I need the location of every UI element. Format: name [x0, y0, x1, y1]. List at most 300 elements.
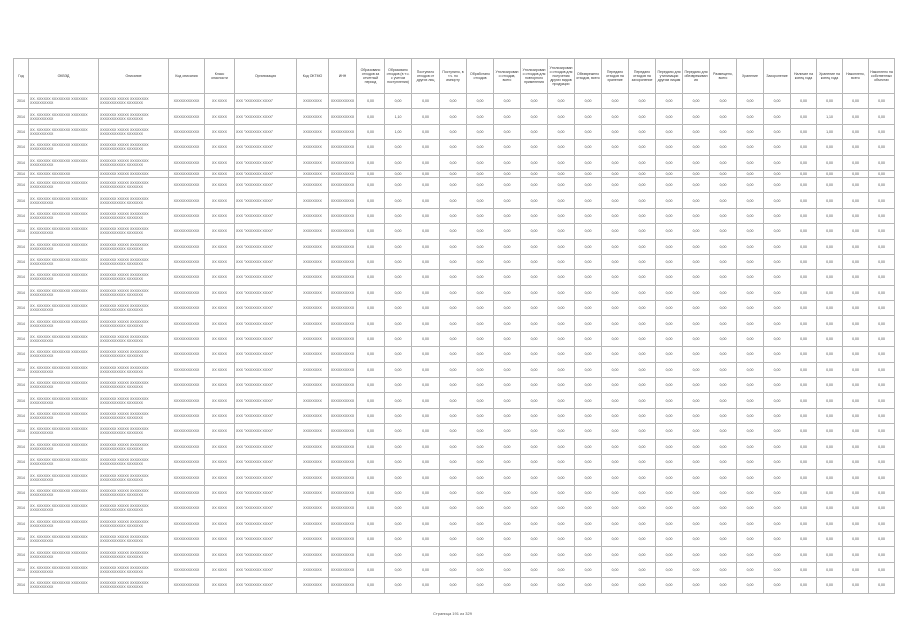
table-cell: 0,00 [467, 155, 494, 170]
table-cell: ХХХ "ХХХХХХХ ХХХХ" [235, 177, 297, 192]
table-cell: ХХХХХХХХХХХ [169, 331, 205, 346]
table-cell: 0,00 [357, 424, 385, 439]
table-cell: ХХХХХХХ ХХХХХ ХХХХХХХХ ХХХХХХХХХХХ ХХХХХХХ [99, 331, 169, 346]
table-cell: 0,00 [629, 347, 656, 362]
column-header: Накоплено на собственных объектах [869, 59, 895, 94]
table-cell: 0,00 [494, 224, 521, 239]
table-cell: 0,00 [843, 362, 869, 377]
table-cell: 0,00 [521, 439, 548, 454]
table-cell: 0,00 [494, 208, 521, 223]
table-cell: 0,00 [575, 578, 602, 593]
table-cell: 0,00 [869, 94, 895, 109]
table-cell: 2014 [14, 224, 29, 239]
table-cell: 0,00 [656, 109, 683, 124]
table-cell: ХХХХХХХХХХ [329, 578, 357, 593]
table-cell: 0,00 [575, 362, 602, 377]
table-cell: ХХХХХХХ ХХХХХ ХХХХХХХХ ХХХХХХХХХХХ ХХХХХХХ [99, 301, 169, 316]
table-cell: 0,00 [575, 454, 602, 469]
table-cell: 0,00 [440, 177, 467, 192]
table-cell: 0,00 [629, 155, 656, 170]
table-cell: 0,00 [764, 531, 791, 546]
table-cell: 2014 [14, 239, 29, 254]
table-cell: ХХ ХХХХ [205, 331, 235, 346]
table-cell: 0,00 [764, 547, 791, 562]
table-cell: 0,00 [737, 270, 764, 285]
table-cell: 0,00 [494, 470, 521, 485]
table-cell: 2014 [14, 516, 29, 531]
table-cell: 0,00 [548, 393, 575, 408]
table-cell: ХХХХХХХХХХ [329, 454, 357, 469]
column-header: Код ОКТМО [297, 59, 329, 94]
table-cell: 0,00 [764, 270, 791, 285]
table-cell: 0,00 [575, 177, 602, 192]
table-cell: 0,00 [467, 470, 494, 485]
table-cell: 0,00 [843, 170, 869, 177]
table-cell: 0,00 [737, 124, 764, 139]
table-cell: 0,00 [710, 331, 737, 346]
table-cell: 0,00 [869, 109, 895, 124]
table-cell: ХХХХХХХХХХХ [169, 531, 205, 546]
table-cell: 0,00 [791, 531, 817, 546]
table-cell: 0,00 [385, 94, 412, 109]
table-cell: ХХ. ХХХХХХ ХХХХХХХХ ХХХХХХХ ХХХХХХХХХХ [29, 531, 99, 546]
table-cell: 0,00 [575, 408, 602, 423]
table-cell: 0,00 [548, 531, 575, 546]
table-cell: 0,00 [629, 531, 656, 546]
table-cell: ХХХХХХХ ХХХХХ ХХХХХХХХ ХХХХХХХХХХХ ХХХХХХХ [99, 424, 169, 439]
table-cell: 0,00 [440, 501, 467, 516]
table-cell: 0,00 [440, 362, 467, 377]
table-cell: 0,00 [602, 393, 629, 408]
table-cell: 0,00 [764, 193, 791, 208]
table-cell: 2014 [14, 501, 29, 516]
table-cell: 0,00 [357, 408, 385, 423]
table-cell: 0,00 [629, 254, 656, 269]
table-cell: ХХХХХХХХХХ [329, 170, 357, 177]
table-cell: ХХ. ХХХХХХ ХХХХХХХХ ХХХХХХХ ХХХХХХХХХХ [29, 516, 99, 531]
table-cell: 0,00 [629, 316, 656, 331]
table-cell: 0,00 [629, 109, 656, 124]
table-row [14, 378, 895, 393]
table-cell: ХХХ "ХХХХХХХ ХХХХ" [235, 562, 297, 577]
table-cell: ХХ. ХХХХХХ ХХХХХХХХ ХХХХХХХ ХХХХХХХХХХ [29, 224, 99, 239]
table-cell: 0,00 [467, 378, 494, 393]
column-header: Описание [99, 59, 169, 94]
table-cell: 0,00 [710, 501, 737, 516]
table-cell: 0,00 [357, 239, 385, 254]
table-cell: 0,00 [764, 408, 791, 423]
table-cell: ХХХХХХХ ХХХХХ ХХХХХХХХ ХХХХХХХХХХХ ХХХХХХХ [99, 224, 169, 239]
table-cell: 0,00 [602, 109, 629, 124]
table-cell: 0,00 [467, 239, 494, 254]
table-cell: 0,00 [683, 170, 710, 177]
table-cell: 0,00 [575, 170, 602, 177]
table-cell: 0,00 [385, 378, 412, 393]
table-cell: ХХХХХХХХХХХ [169, 485, 205, 500]
table-cell: 0,00 [494, 439, 521, 454]
table-cell: 2014 [14, 331, 29, 346]
table-cell: 0,00 [791, 177, 817, 192]
table-cell: ХХ ХХХХ [205, 285, 235, 300]
table-cell: 0,00 [494, 270, 521, 285]
table-cell: ХХХХХХХХ [297, 378, 329, 393]
table-cell: 0,00 [521, 362, 548, 377]
table-cell: 0,00 [764, 424, 791, 439]
table-cell: ХХХХХХХХХХХ [169, 562, 205, 577]
table-cell: ХХХ "ХХХХХХХ ХХХХ" [235, 208, 297, 223]
table-cell: 0,00 [521, 94, 548, 109]
table-cell: ХХХХХХХХХХХ [169, 254, 205, 269]
table-cell: 0,00 [737, 331, 764, 346]
table-cell: ХХХХХХХХХХХ [169, 454, 205, 469]
table-cell: 0,00 [817, 378, 843, 393]
table-cell: ХХХХХХХХ [297, 331, 329, 346]
table-cell: ХХХХХХХ ХХХХХ ХХХХХХХХ ХХХХХХХХХХХ ХХХХХХХ [99, 516, 169, 531]
table-cell: 0,00 [764, 208, 791, 223]
table-cell: 0,00 [791, 270, 817, 285]
table-cell: 0,00 [548, 316, 575, 331]
table-cell: ХХХ "ХХХХХХХ ХХХХ" [235, 124, 297, 139]
table-cell: ХХХХХХХХ [297, 177, 329, 192]
table-cell: 0,00 [869, 177, 895, 192]
table-cell: 0,00 [467, 547, 494, 562]
table-cell: 0,00 [494, 177, 521, 192]
table-cell: 0,00 [683, 516, 710, 531]
table-cell: 2014 [14, 408, 29, 423]
table-cell: ХХ. ХХХХХХ ХХХХХХХХ ХХХХХХХ ХХХХХХХХХХ [29, 547, 99, 562]
table-cell: 0,00 [548, 170, 575, 177]
table-cell: ХХ ХХХХ [205, 270, 235, 285]
table-cell: 0,00 [710, 109, 737, 124]
table-cell: 0,00 [843, 331, 869, 346]
table-cell: ХХ. ХХХХХХ ХХХХХХХХ ХХХХХХХ ХХХХХХХХХХ [29, 485, 99, 500]
table-cell: 0,00 [494, 516, 521, 531]
table-cell: 0,00 [791, 285, 817, 300]
column-header: Организация [235, 59, 297, 94]
table-cell: 0,00 [440, 170, 467, 177]
table-cell: 0,00 [764, 562, 791, 577]
table-cell: 0,00 [467, 439, 494, 454]
table-cell: 0,00 [467, 562, 494, 577]
table-cell: 0,00 [656, 124, 683, 139]
table-cell: 0,00 [764, 485, 791, 500]
table-cell: ХХХХХХХХ [297, 547, 329, 562]
table-cell: 0,00 [467, 124, 494, 139]
page-footer: Страница 191 из 329 [433, 611, 472, 616]
table-cell: 0,00 [737, 378, 764, 393]
table-cell: 0,00 [843, 239, 869, 254]
table-cell: 0,00 [467, 208, 494, 223]
table-cell: 0,00 [385, 347, 412, 362]
table-cell: 0,00 [843, 270, 869, 285]
table-cell: 0,00 [548, 501, 575, 516]
table-cell: 0,00 [683, 239, 710, 254]
table-cell: 2014 [14, 94, 29, 109]
table-cell: ХХ ХХХХ [205, 547, 235, 562]
table-cell: ХХХХХХХ ХХХХХ ХХХХХХХХ ХХХХХХХХХХХ ХХХХХХХ [99, 270, 169, 285]
table-cell: 0,00 [521, 109, 548, 124]
table-cell: 0,00 [548, 155, 575, 170]
table-cell: 0,00 [467, 316, 494, 331]
table-cell: 0,00 [521, 578, 548, 593]
table-cell: 0,00 [710, 254, 737, 269]
table-cell: 0,00 [737, 547, 764, 562]
table-cell: 0,00 [710, 547, 737, 562]
table-cell: 2014 [14, 170, 29, 177]
table-cell: 0,00 [412, 177, 440, 192]
table-cell: ХХХХХХХХХХ [329, 408, 357, 423]
table-cell: 0,00 [791, 140, 817, 155]
table-cell: 0,00 [817, 531, 843, 546]
table-cell: 0,00 [521, 124, 548, 139]
table-cell: 0,00 [575, 347, 602, 362]
table-cell: 0,00 [737, 316, 764, 331]
table-cell: 0,00 [385, 177, 412, 192]
table-cell: 0,00 [683, 578, 710, 593]
table-cell: 0,00 [440, 224, 467, 239]
table-cell: 0,00 [440, 94, 467, 109]
table-cell: 0,00 [385, 239, 412, 254]
table-row [14, 285, 895, 300]
table-cell: 0,00 [656, 177, 683, 192]
table-cell: 0,00 [656, 362, 683, 377]
table-cell: 0,00 [412, 285, 440, 300]
table-cell: 0,00 [548, 347, 575, 362]
column-header: Утилизировано отходов, всего [494, 59, 521, 94]
table-cell: 0,00 [494, 316, 521, 331]
table-cell: 0,00 [575, 239, 602, 254]
table-cell: 0,00 [683, 224, 710, 239]
table-cell: 0,00 [575, 470, 602, 485]
table-cell: 0,00 [817, 94, 843, 109]
table-cell: ХХ. ХХХХХХ ХХХХХХХХ ХХХХХХХ ХХХХХХХХХХ [29, 94, 99, 109]
table-cell: 0,00 [412, 224, 440, 239]
column-header: Утилизировано отходов для получения других видов продукции [548, 59, 575, 94]
table-cell: 0,00 [629, 124, 656, 139]
table-cell: ХХХ "ХХХХХХХ ХХХХ" [235, 501, 297, 516]
table-cell: 0,00 [357, 578, 385, 593]
table-cell: 0,00 [494, 239, 521, 254]
table-cell: 0,00 [869, 562, 895, 577]
table-cell: ХХХХХХХ ХХХХХ ХХХХХХХХ ХХХХХХХХХХХ ХХХХХХХ [99, 109, 169, 124]
table-cell: 0,00 [494, 547, 521, 562]
table-cell: 0,00 [548, 301, 575, 316]
table-cell: ХХ. ХХХХХХ ХХХХХХХХ ХХХХХХХ ХХХХХХХХХХ [29, 301, 99, 316]
table-cell: 0,00 [656, 224, 683, 239]
table-cell: 0,00 [710, 193, 737, 208]
table-cell: 0,00 [791, 94, 817, 109]
table-cell: 0,00 [412, 470, 440, 485]
table-row [14, 316, 895, 331]
table-cell: 0,00 [602, 155, 629, 170]
table-cell: 0,00 [843, 424, 869, 439]
table-cell: 0,00 [737, 531, 764, 546]
table-row [14, 301, 895, 316]
table-cell: ХХХХХХХ ХХХХХ ХХХХХХХХ ХХХХХХХХХХХ ХХХХХХХ [99, 285, 169, 300]
table-cell: 0,00 [521, 239, 548, 254]
table-cell: 0,00 [548, 193, 575, 208]
table-cell: ХХХХХХХХ [297, 170, 329, 177]
table-cell: 0,00 [817, 239, 843, 254]
table-cell: ХХХХХХХХХХ [329, 531, 357, 546]
table-cell: 0,00 [791, 501, 817, 516]
table-cell: 0,00 [548, 547, 575, 562]
table-cell: ХХХХХХХХХХХ [169, 393, 205, 408]
table-row [14, 562, 895, 577]
table-cell: ХХХХХХХ ХХХХХ ХХХХХХХХ ХХХХХХХХХХХ ХХХХХХХ [99, 124, 169, 139]
table-cell: ХХХХХХХХХХ [329, 501, 357, 516]
table-cell: ХХХХХХХХХХ [329, 208, 357, 223]
table-cell: 0,00 [575, 254, 602, 269]
table-cell: ХХХХХХХХХХХ [169, 140, 205, 155]
table-cell: 0,00 [683, 270, 710, 285]
table-cell: 0,00 [683, 501, 710, 516]
table-cell: 0,00 [869, 208, 895, 223]
table-cell: ХХХ "ХХХХХХХ ХХХХ" [235, 316, 297, 331]
table-cell: 0,00 [656, 94, 683, 109]
table-cell: 0,00 [440, 393, 467, 408]
column-header: Код описания [169, 59, 205, 94]
table-cell: 0,00 [357, 454, 385, 469]
table-cell: 0,00 [548, 408, 575, 423]
table-cell: 0,00 [412, 301, 440, 316]
table-cell: ХХХХХХХХХХ [329, 485, 357, 500]
table-cell: 0,00 [357, 109, 385, 124]
table-cell: ХХХ "ХХХХХХХ ХХХХ" [235, 285, 297, 300]
table-cell: ХХХХХХХХ [297, 393, 329, 408]
table-cell: ХХХХХХХХХХХ [169, 270, 205, 285]
table-cell: ХХХХХХХХ [297, 362, 329, 377]
column-header: Передано для обезвреживания [683, 59, 710, 94]
table-cell: 0,00 [817, 270, 843, 285]
table-cell: ХХ. ХХХХХХ ХХХХХХХХ ХХХХХХХ ХХХХХХХХХХ [29, 578, 99, 593]
table-cell: 0,00 [629, 239, 656, 254]
table-cell: ХХХХХХХХХХХ [169, 470, 205, 485]
table-cell: ХХХХХХХ ХХХХХ ХХХХХХХХ ХХХХХХХХХХХ ХХХХХХХ [99, 316, 169, 331]
table-cell: 0,00 [357, 208, 385, 223]
column-header: Обработано отходов [467, 59, 494, 94]
table-cell: 0,00 [412, 140, 440, 155]
table-cell: 0,00 [791, 347, 817, 362]
table-cell: 0,00 [817, 362, 843, 377]
table-row [14, 270, 895, 285]
table-cell: 0,00 [467, 516, 494, 531]
table-cell: 0,00 [440, 485, 467, 500]
table-cell: 0,00 [629, 393, 656, 408]
table-cell: ХХ. ХХХХХХ ХХХХХХХХ ХХХХХХХ ХХХХХХХХХХ [29, 470, 99, 485]
table-cell: 0,00 [817, 485, 843, 500]
table-cell: 0,00 [683, 439, 710, 454]
table-cell: 0,00 [575, 285, 602, 300]
table-cell: 0,00 [656, 208, 683, 223]
table-cell: 0,00 [656, 485, 683, 500]
table-cell: 2014 [14, 531, 29, 546]
table-cell: 0,00 [737, 454, 764, 469]
table-cell: ХХХХХХХ ХХХХХ ХХХХХХХХ ХХХХХХХХХХХ ХХХХХХХ [99, 439, 169, 454]
table-cell: 0,00 [791, 254, 817, 269]
table-cell: 0,00 [843, 224, 869, 239]
table-cell: 0,00 [440, 124, 467, 139]
table-cell: ХХ ХХХХ [205, 516, 235, 531]
table-cell: 0,00 [869, 331, 895, 346]
table-cell: 0,00 [869, 316, 895, 331]
table-cell: 0,00 [869, 470, 895, 485]
table-cell: 0,00 [412, 547, 440, 562]
table-cell: 0,00 [602, 454, 629, 469]
table-cell: ХХ ХХХХ [205, 562, 235, 577]
table-cell: 0,00 [817, 224, 843, 239]
table-cell: 0,00 [629, 140, 656, 155]
table-cell: 0,00 [385, 140, 412, 155]
table-cell: ХХ. ХХХХХХ ХХХХХХХХ ХХХХХХХ ХХХХХХХХХХ [29, 378, 99, 393]
table-cell: ХХХХХХХХ [297, 285, 329, 300]
table-cell: 0,00 [629, 408, 656, 423]
table-row [14, 485, 895, 500]
table-cell: 2014 [14, 208, 29, 223]
header-row [14, 59, 895, 94]
table-cell: ХХ ХХХХ [205, 170, 235, 177]
table-cell: 0,00 [791, 155, 817, 170]
table-cell: 0,00 [869, 547, 895, 562]
table-cell: 0,00 [683, 155, 710, 170]
table-cell: 0,00 [843, 109, 869, 124]
table-cell: 2014 [14, 155, 29, 170]
table-cell: 0,00 [737, 562, 764, 577]
table-cell: 0,00 [764, 393, 791, 408]
table-cell: 0,00 [602, 531, 629, 546]
table-cell: ХХ ХХХХ [205, 408, 235, 423]
table-cell: ХХХ "ХХХХХХХ ХХХХ" [235, 170, 297, 177]
table-cell: ХХХХХХХХХХХ [169, 408, 205, 423]
table-cell: 0,00 [869, 485, 895, 500]
table-header [14, 59, 895, 94]
table-cell: 0,00 [710, 140, 737, 155]
table-cell: 0,00 [412, 393, 440, 408]
table-cell: ХХХХХХХ ХХХХХ ХХХХХХХХ ХХХХХХХХХХХ ХХХХХХХ [99, 470, 169, 485]
table-cell: 0,00 [385, 270, 412, 285]
table-cell: ХХХХХХХ ХХХХХ ХХХХХХХХ ХХХХХХХХХХХ ХХХХХХХ [99, 578, 169, 593]
table-cell: 0,00 [494, 301, 521, 316]
table-cell: 0,00 [440, 155, 467, 170]
column-header: Передано отходов на хранение [602, 59, 629, 94]
table-cell: 0,00 [602, 578, 629, 593]
table-cell: 0,00 [817, 454, 843, 469]
table-cell: 0,00 [737, 393, 764, 408]
table-cell: 0,00 [791, 562, 817, 577]
table-cell: 0,00 [817, 347, 843, 362]
table-cell: 0,00 [602, 140, 629, 155]
table-cell: 2014 [14, 454, 29, 469]
table-cell: ХХХХХХХ ХХХХХ ХХХХХХХХ ХХХХХХХХХХХ ХХХХХХХ [99, 177, 169, 192]
table-cell: 0,00 [412, 516, 440, 531]
table-cell: 0,00 [548, 578, 575, 593]
table-cell: ХХ ХХХХ [205, 439, 235, 454]
table-cell: ХХХ "ХХХХХХХ ХХХХ" [235, 109, 297, 124]
table-cell: 0,00 [467, 454, 494, 469]
table-cell: 0,00 [843, 155, 869, 170]
table-cell: ХХХХХХХ ХХХХХ ХХХХХХХХ ХХХХХХХХХХХ ХХХХХХХ [99, 347, 169, 362]
table-cell: ХХХХХХХХХХХ [169, 362, 205, 377]
table-cell: 0,00 [656, 301, 683, 316]
table-cell: ХХ ХХХХ [205, 347, 235, 362]
table-cell: 0,00 [710, 347, 737, 362]
table-cell: ХХХХХХХХХХХ [169, 155, 205, 170]
column-header: Передано для утилизации другим лицам [656, 59, 683, 94]
table-cell: 0,00 [521, 454, 548, 469]
table-cell: 2014 [14, 562, 29, 577]
table-cell: 0,00 [575, 485, 602, 500]
table-cell: 0,00 [710, 408, 737, 423]
